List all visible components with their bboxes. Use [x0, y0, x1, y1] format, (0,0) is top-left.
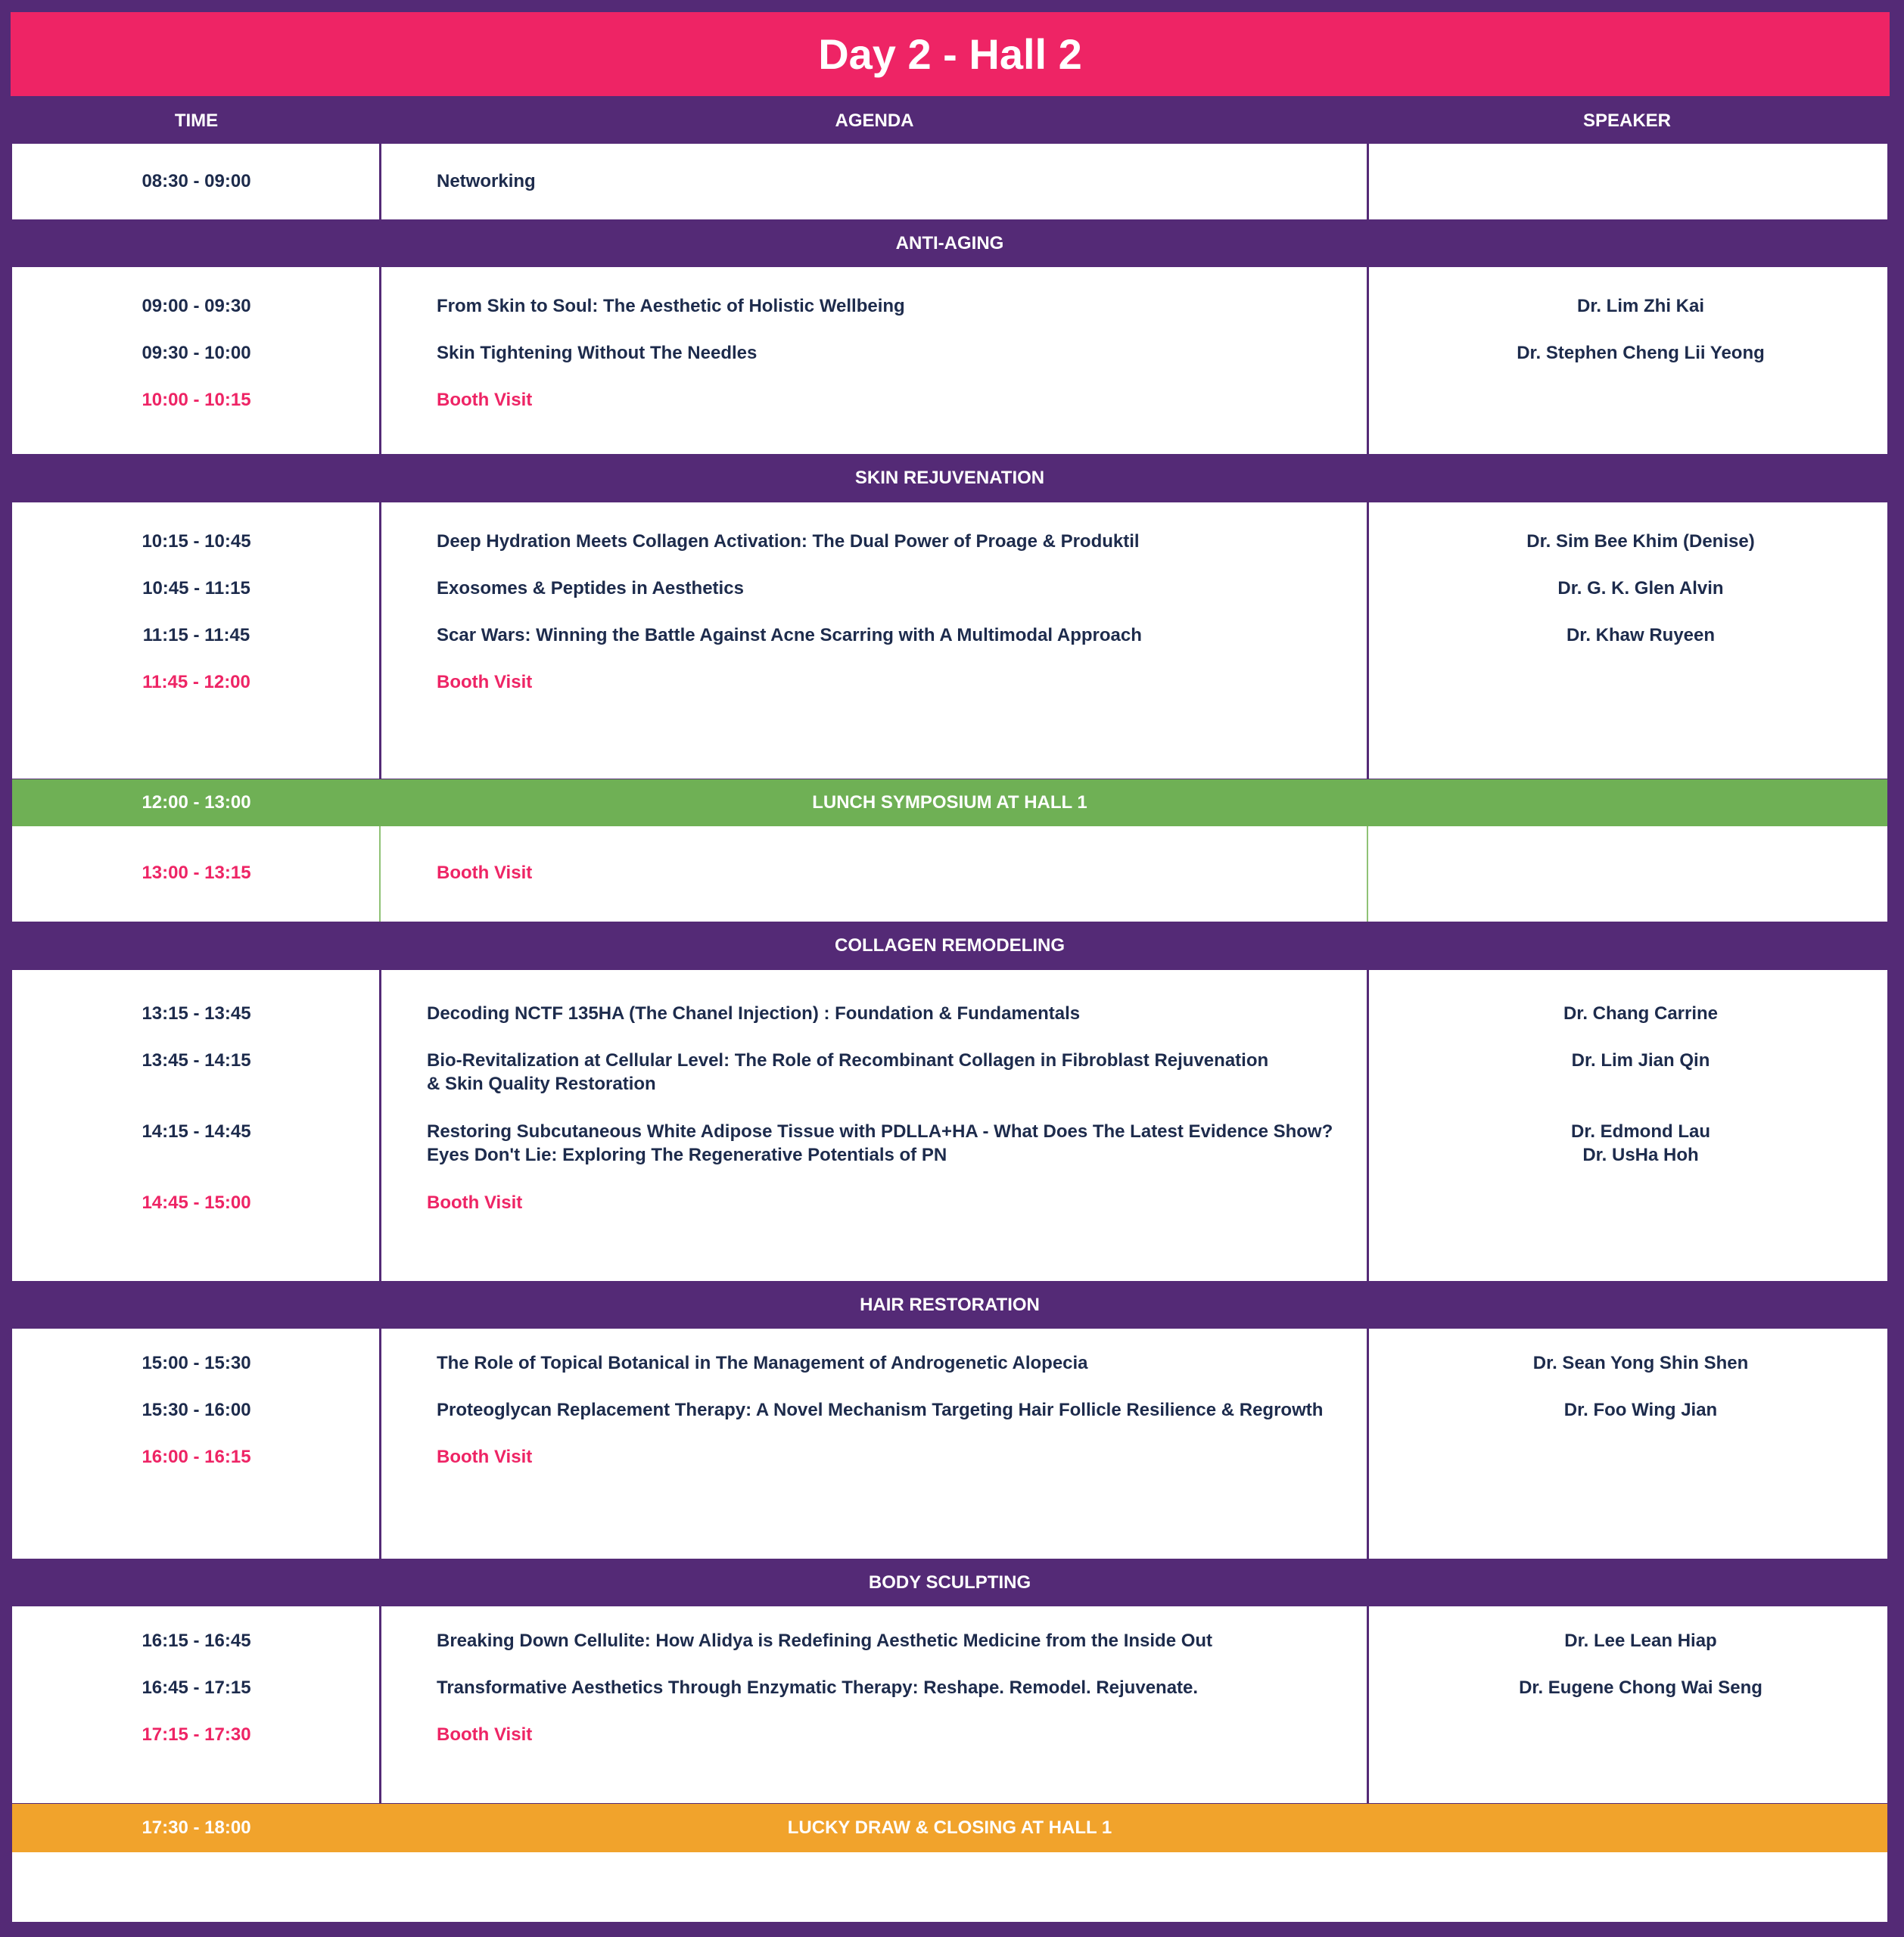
row-time: 17:15 - 17:30 [142, 1724, 251, 1745]
row-agenda-line: Eyes Don't Lie: Exploring The Regenerative Potentials of PN [427, 1145, 947, 1165]
row-time: 15:00 - 15:30 [142, 1353, 251, 1373]
row-agenda: Breaking Down Cellulite: How Alidya is Redefining Aesthetic Medicine from the Inside Out [437, 1631, 1213, 1651]
schedule-row [12, 574, 1887, 620]
row-agenda: The Role of Topical Botanical in The Management of Androgenetic Alopecia [437, 1353, 1088, 1373]
schedule-row-booth-visit [12, 1188, 1887, 1235]
body-sculpting-block [12, 1606, 1887, 1803]
section-heading-anti-aging: ANTI-AGING [895, 233, 1004, 253]
section-heading-hair-restoration: HAIR RESTORATION [860, 1295, 1040, 1315]
row-time: 09:00 - 09:30 [142, 296, 251, 316]
closing-time: 17:30 - 18:00 [142, 1817, 251, 1838]
row-speaker: Dr. Sim Bee Khim (Denise) [1526, 531, 1755, 552]
row-agenda: Booth Visit [437, 390, 533, 410]
schedule-row [12, 1046, 1887, 1106]
row-agenda-line: & Skin Quality Restoration [427, 1074, 656, 1094]
schedule-row-booth-visit [12, 1720, 1887, 1767]
row-agenda: Booth Visit [437, 1724, 533, 1745]
schedule-row [12, 527, 1887, 574]
row-speaker: Dr. Lim Zhi Kai [1576, 296, 1705, 316]
column-header-agenda: AGENDA [835, 110, 914, 131]
row-time: 10:45 - 11:15 [142, 578, 250, 599]
schedule-row-booth-visit [12, 667, 1887, 714]
schedule-row [12, 1117, 1887, 1177]
row-time: 13:00 - 13:15 [142, 863, 251, 883]
section-heading-body-sculpting: BODY SCULPTING [868, 1572, 1031, 1593]
row-speaker-line: Dr. UsHa Hoh [1582, 1145, 1699, 1165]
row-agenda: Decoding NCTF 135HA (The Chanel Injection) : Foundation & Fundamentals [427, 1003, 1081, 1024]
row-speaker [1382, 1117, 1899, 1167]
row-time: 14:15 - 14:45 [142, 1121, 251, 1142]
closing-heading: LUCKY DRAW & CLOSING AT HALL 1 [787, 1817, 1112, 1838]
lunch-time: 12:00 - 13:00 [142, 792, 251, 813]
row-speaker: Dr. Stephen Cheng Lii Yeong [1517, 343, 1765, 363]
closing-empty-block [12, 1852, 1887, 1922]
schedule-row-booth-visit [12, 858, 1887, 905]
row-speaker: Dr. Eugene Chong Wai Seng [1519, 1677, 1762, 1698]
column-header-speaker: SPEAKER [1582, 110, 1672, 131]
row-time: 13:15 - 13:45 [142, 1003, 251, 1024]
row-agenda-line: Restoring Subcutaneous White Adipose Tissue with PDLLA+HA - What Does The Latest Evidence Show? [427, 1121, 1333, 1142]
row-time: 16:00 - 16:15 [142, 1447, 251, 1467]
row-time: 10:15 - 10:45 [142, 531, 251, 552]
section-heading-collagen-remodeling: COLLAGEN REMODELING [835, 935, 1065, 956]
schedule-row [12, 1673, 1887, 1720]
row-time: 16:15 - 16:45 [142, 1631, 251, 1651]
schedule-row [12, 1395, 1887, 1442]
schedule-row [12, 166, 1887, 213]
row-time: 11:15 - 11:45 [142, 625, 250, 645]
row-speaker: Dr. Chang Carrine [1563, 1003, 1719, 1024]
anti-aging-block [12, 267, 1887, 454]
row-agenda: Scar Wars: Winning the Battle Against Acne Scarring with A Multimodal Approach [437, 625, 1142, 645]
row-time: 13:45 - 14:15 [142, 1050, 251, 1071]
schedule-row [12, 1626, 1887, 1673]
row-speaker-line: Dr. Edmond Lau [1570, 1121, 1710, 1142]
skin-rejuvenation-block [12, 502, 1887, 779]
section-heading-skin-rejuvenation: SKIN REJUVENATION [854, 468, 1045, 488]
row-agenda: From Skin to Soul: The Aesthetic of Holistic Wellbeing [437, 296, 905, 316]
row-speaker: Dr. Lim Jian Qin [1571, 1050, 1710, 1071]
lunch-heading: LUNCH SYMPOSIUM AT HALL 1 [812, 792, 1087, 813]
row-time: 09:30 - 10:00 [142, 343, 251, 363]
row-agenda-line: Bio-Revitalization at Cellular Level: The Role of Recombinant Collagen in Fibroblast Rejuvenation [427, 1050, 1269, 1071]
row-time: 10:00 - 10:15 [142, 390, 251, 410]
row-speaker: Dr. Sean Yong Shin Shen [1532, 1353, 1749, 1373]
row-speaker: Dr. Foo Wing Jian [1563, 1400, 1718, 1420]
row-time: 16:45 - 17:15 [142, 1677, 251, 1698]
schedule-row [12, 1348, 1887, 1395]
column-header-time: TIME [174, 110, 219, 131]
row-time: 14:45 - 15:00 [142, 1192, 251, 1213]
row-agenda: Deep Hydration Meets Collagen Activation: The Dual Power of Proage & Produktil [437, 531, 1140, 552]
row-time: 15:30 - 16:00 [142, 1400, 251, 1420]
page-title: Day 2 - Hall 2 [11, 12, 1890, 96]
networking-block [12, 144, 1887, 219]
row-agenda: Exosomes & Peptides in Aesthetics [437, 578, 744, 599]
row-time: 08:30 - 09:00 [142, 171, 251, 191]
closing-band [12, 1804, 1887, 1852]
collagen-remodeling-block [12, 970, 1887, 1281]
schedule-row [12, 620, 1887, 667]
row-agenda [427, 1117, 1350, 1167]
row-speaker: Dr. Lee Lean Hiap [1564, 1631, 1717, 1651]
row-agenda: Booth Visit [437, 672, 533, 692]
after-lunch-block [12, 826, 1887, 922]
row-agenda: Networking [437, 171, 536, 191]
row-agenda: Transformative Aesthetics Through Enzymatic Therapy: Reshape. Remodel. Rejuvenate. [437, 1677, 1199, 1698]
row-time: 11:45 - 12:00 [142, 672, 250, 692]
schedule-row-booth-visit [12, 1442, 1887, 1489]
row-agenda: Proteoglycan Replacement Therapy: A Novel Mechanism Targeting Hair Follicle Resilience & Regrowth [437, 1400, 1324, 1420]
schedule-row-booth-visit [12, 385, 1887, 432]
schedule-row [12, 999, 1887, 1046]
row-agenda: Booth Visit [437, 863, 533, 883]
lunch-symposium-band [12, 779, 1887, 826]
hair-restoration-block [12, 1329, 1887, 1559]
row-agenda [427, 1046, 1350, 1096]
row-speaker: Dr. Khaw Ruyeen [1566, 625, 1716, 645]
schedule-row [12, 338, 1887, 385]
schedule-row [12, 291, 1887, 338]
row-speaker: Dr. G. K. Glen Alvin [1557, 578, 1724, 599]
row-agenda: Skin Tightening Without The Needles [437, 343, 758, 363]
row-agenda: Booth Visit [437, 1447, 533, 1467]
row-agenda: Booth Visit [427, 1192, 523, 1213]
